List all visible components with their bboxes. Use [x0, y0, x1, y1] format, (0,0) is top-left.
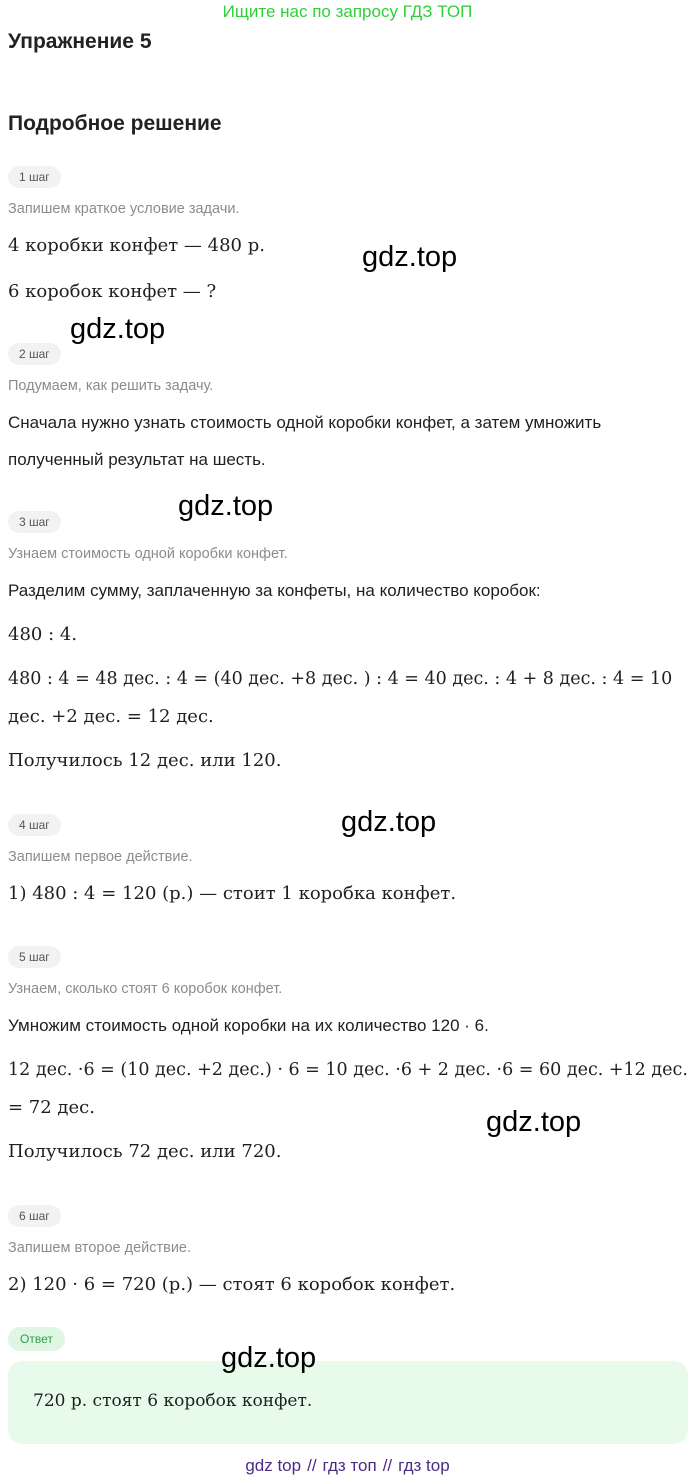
step-hint: Запишем первое действие. [8, 849, 193, 865]
answer-box [8, 1361, 688, 1444]
watermark: gdz.top [341, 806, 437, 838]
step-line: 4 коробки конфет — 480 р. [8, 235, 265, 256]
footer-link[interactable]: гдз топ [322, 1456, 377, 1475]
footer-link[interactable]: гдз top [398, 1456, 450, 1475]
search-hint: Ищите нас по запросу ГДЗ ТОП [222, 2, 473, 21]
footer-separator: // [382, 1456, 393, 1475]
footer-links [0, 1456, 695, 1476]
step-line: 480 : 4 = 48 дес. : 4 = (40 дес. +8 дес. ) : 4 = 40 дес. : 4 + 8 дес. : 4 = 10 [8, 669, 673, 689]
step-line: 6 коробок конфет — ? [8, 281, 217, 302]
step-badge: 2 шаг [8, 343, 61, 365]
footer-link[interactable]: gdz top [245, 1456, 302, 1475]
step-badge: 4 шаг [8, 814, 61, 836]
step-line: 480 : 4. [8, 624, 78, 645]
step-line: Умножим стоимость одной коробки на их количество 120 · 6. [8, 1016, 489, 1035]
step-line: Получилось 72 дес. или 720. [8, 1141, 282, 1162]
step-line: Разделим сумму, заплаченную за конфеты, на количество коробок: [8, 581, 541, 600]
step-line: 2) 120 · 6 = 720 (р.) — стоят 6 коробок конфет. [8, 1274, 456, 1295]
watermark: gdz.top [362, 241, 458, 273]
step-line: 1) 480 : 4 = 120 (р.) — стоит 1 коробка конфет. [8, 883, 457, 904]
watermark: gdz.top [70, 313, 166, 345]
step-line: 12 дес. ·6 = (10 дес. +2 дес.) · 6 = 10 дес. ·6 + 2 дес. ·6 = 60 дес. +12 дес. [8, 1060, 688, 1080]
answer-badge: Ответ [8, 1327, 65, 1351]
step-hint: Узнаем стоимость одной коробки конфет. [8, 546, 288, 562]
step-badge: 5 шаг [8, 946, 61, 968]
watermark: gdz.top [221, 1342, 317, 1374]
step-badge: 1 шаг [8, 166, 61, 188]
footer-separator: // [307, 1456, 317, 1475]
step-badge: 6 шаг [8, 1205, 61, 1227]
step-line: Получилось 12 дес. или 120. [8, 750, 282, 771]
watermark: gdz.top [178, 490, 274, 522]
page-title: Упражнение 5 [8, 30, 152, 53]
step-line: = 72 дес. [8, 1097, 95, 1118]
step-line: Сначала нужно узнать стоимость одной коробки конфет, а затем умножить полученный результат на шесть. [8, 413, 602, 469]
step-badge: 3 шаг [8, 511, 61, 533]
step-hint: Запишем второе действие. [8, 1240, 192, 1256]
step-line: дес. +2 дес. = 12 дес. [8, 706, 214, 727]
solution-heading: Подробное решение [8, 112, 222, 135]
answer-text: 720 р. стоят 6 коробок конфет. [33, 1391, 313, 1411]
step-hint: Запишем краткое условие задачи. [8, 201, 240, 217]
step-hint: Узнаем, сколько стоят 6 коробок конфет. [8, 981, 283, 997]
step-hint: Подумаем, как решить задачу. [8, 378, 214, 394]
watermark: gdz.top [486, 1106, 582, 1138]
